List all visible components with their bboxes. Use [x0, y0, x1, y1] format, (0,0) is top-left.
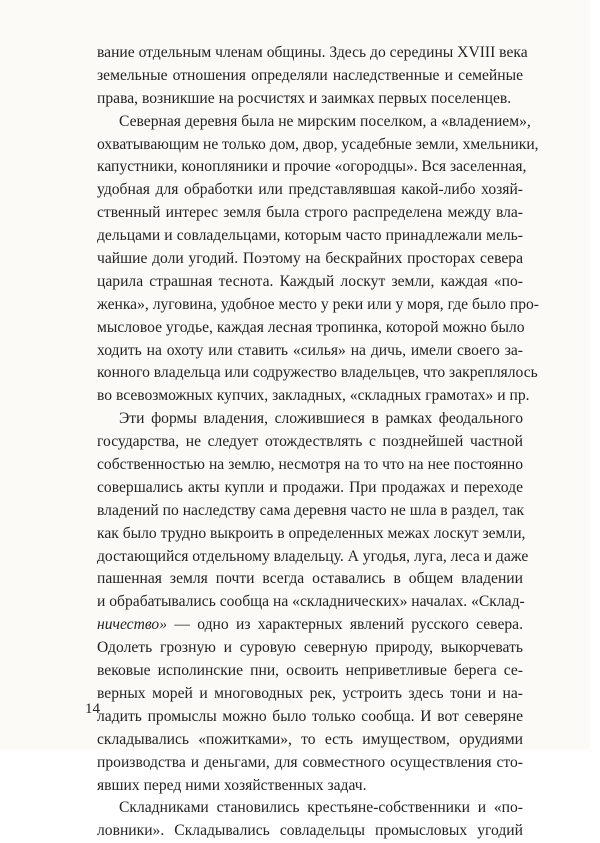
- text-line: капустники, конопляники и прочие «огородцы». Вся заселенная,: [97, 158, 527, 176]
- text-line: собственностью на землю, несмотря на то что на нее постоянно: [97, 456, 523, 474]
- text-line: пашенная земля почти всегда оставались в общем владении: [97, 570, 523, 588]
- text-line: конного владельца или содружество владельцев, что закреплялось: [97, 364, 538, 382]
- text-line: явших перед ними хозяйственных задач.: [97, 776, 367, 794]
- text-line: Эти формы владения, сложившиеся в рамках феодального: [119, 410, 523, 428]
- text-line: складывались «пожитками», то есть имуществом, орудиями: [97, 730, 523, 748]
- text-line: государства, не следует отождествлять с позднейшей частной: [97, 433, 523, 451]
- text-line: [97, 614, 523, 637]
- text-line: верных морей и многоводных рек, устроить здесь тони и на-: [97, 684, 523, 702]
- page-edge: [590, 0, 600, 750]
- text-line: ладить промыслы можно было только сообща. И вот северяне: [97, 707, 523, 725]
- text-run: — одно из характерных явлений русского севера.: [167, 616, 523, 634]
- text-line: производства и деньгами, для совместного осуществления сто-: [97, 753, 523, 771]
- text-line: вание отдельным членам общины. Здесь до середины XVIII века: [97, 44, 528, 61]
- text-line: Складниками становились крестьяне-собственники и «по-: [119, 799, 523, 817]
- text-line: женка», луговина, удобное место у реки или у моря, где было про-: [97, 295, 539, 313]
- text-line: Одолеть грозную и суровую северную природу, выкорчевать: [97, 639, 523, 657]
- text-line: царила страшная теснота. Каждый лоскут земли, каждая «по-: [97, 272, 523, 290]
- text-line: чайшие доли угодий. Поэтому на бескрайних просторах севера: [97, 250, 523, 268]
- body-text: [97, 42, 539, 843]
- text-line: земельные отношения определяли наследственные и семейные: [97, 66, 523, 84]
- text-line: вековые исполинские пни, освоить неприветливые берега се-: [97, 662, 523, 680]
- text-line: Северная деревня была не мирским поселком, а «владением»,: [119, 112, 531, 130]
- text-line: и обрабатывались сообща на «складнических» началах. «Склад-: [97, 593, 525, 611]
- text-line: права, возникшие на росчистях и заимках первых поселенцев.: [97, 89, 512, 107]
- text-line: как было трудно выкроить в определенных межах лоскут земли,: [97, 524, 526, 542]
- page-number: 14: [85, 701, 100, 717]
- text-line: мысловое угодье, каждая лесная тропинка, которой можно было: [97, 318, 525, 336]
- text-line: ходить на охоту или ставить «силья» на дичь, имели своего за-: [97, 341, 523, 359]
- italic-term: ничество»: [97, 616, 168, 634]
- text-line: владений по наследству сама деревня часто не шла в раздел, так: [97, 501, 525, 519]
- text-line: совершались акты купли и продажи. При продажах и переходе: [97, 478, 523, 496]
- text-line: во всевозможных купчих, закладных, «складных грамотах» и пр.: [97, 387, 530, 405]
- text-line: дельцами и совладельцами, которым часто принадлежали мель-: [97, 227, 523, 245]
- text-line: ственный интерес земля была строго распределена между вла-: [97, 204, 523, 222]
- text-line: достающийся отдельному владельцу. А угодья, луга, леса и даже: [97, 547, 529, 565]
- text-line: ловники». Складывались совладельцы промысловых угодий: [97, 822, 523, 840]
- text-line: удобная для обработки или представлявшая какой-либо хозяй-: [97, 181, 523, 199]
- text-line: охватывающим не только дом, двор, усадебные земли, хмельники,: [97, 135, 539, 153]
